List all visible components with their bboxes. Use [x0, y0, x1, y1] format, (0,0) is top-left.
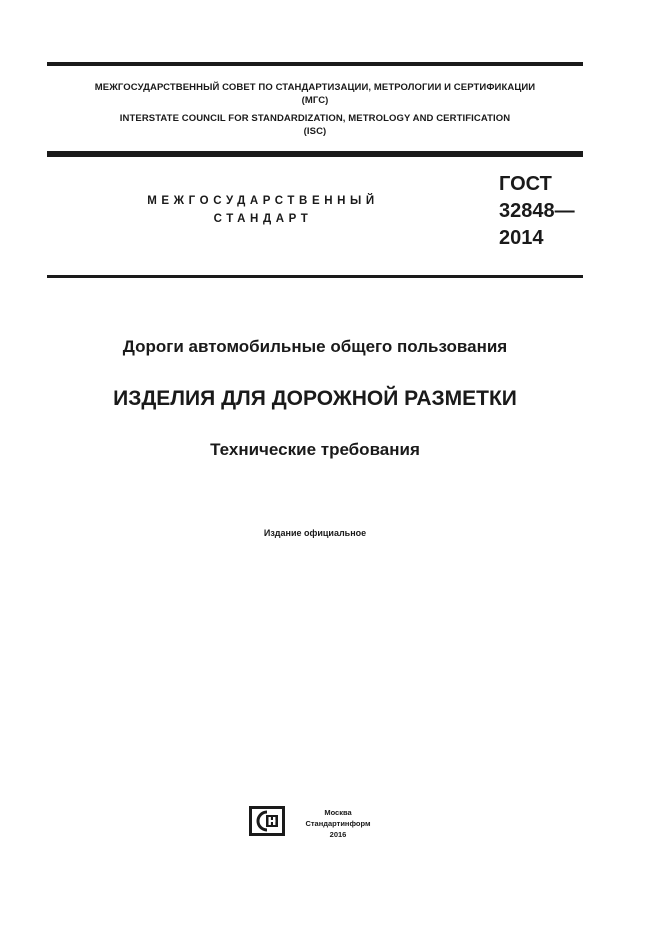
main-title: ИЗДЕЛИЯ ДЛЯ ДОРОЖНОЙ РАЗМЕТКИ — [113, 387, 517, 410]
standard-type-line1: МЕЖГОСУДАРСТВЕННЫЙ — [147, 195, 379, 207]
gost-number: 32848— — [499, 200, 575, 222]
standard-type-line2: СТАНДАРТ — [213, 213, 313, 225]
header-rule — [47, 151, 583, 157]
publisher-year: 2016 — [329, 830, 347, 839]
edition-label: Издание официальное — [263, 528, 367, 538]
publisher-name: Стандартинформ — [305, 819, 371, 828]
gost-label: ГОСТ — [499, 173, 552, 195]
council-ru-line2: (МГС) — [301, 95, 329, 106]
council-en-line1: INTERSTATE COUNCIL FOR STANDARDIZATION, METROLOGY AND CERTIFICATION — [119, 113, 511, 124]
publisher-city: Москва — [324, 808, 352, 817]
sub-title: Технические требования — [210, 440, 420, 459]
council-en-line2: (ISC) — [303, 126, 327, 137]
council-ru-line1: МЕЖГОСУДАРСТВЕННЫЙ СОВЕТ ПО СТАНДАРТИЗАЦИИ, МЕТРОЛОГИИ И СЕРТИФИКАЦИИ — [94, 82, 536, 93]
standartinform-logo — [249, 806, 285, 836]
standard-rule — [47, 275, 583, 278]
subject-title: Дороги автомобильные общего пользования — [122, 337, 508, 356]
gost-year: 2014 — [499, 227, 544, 249]
top-rule — [47, 62, 583, 66]
